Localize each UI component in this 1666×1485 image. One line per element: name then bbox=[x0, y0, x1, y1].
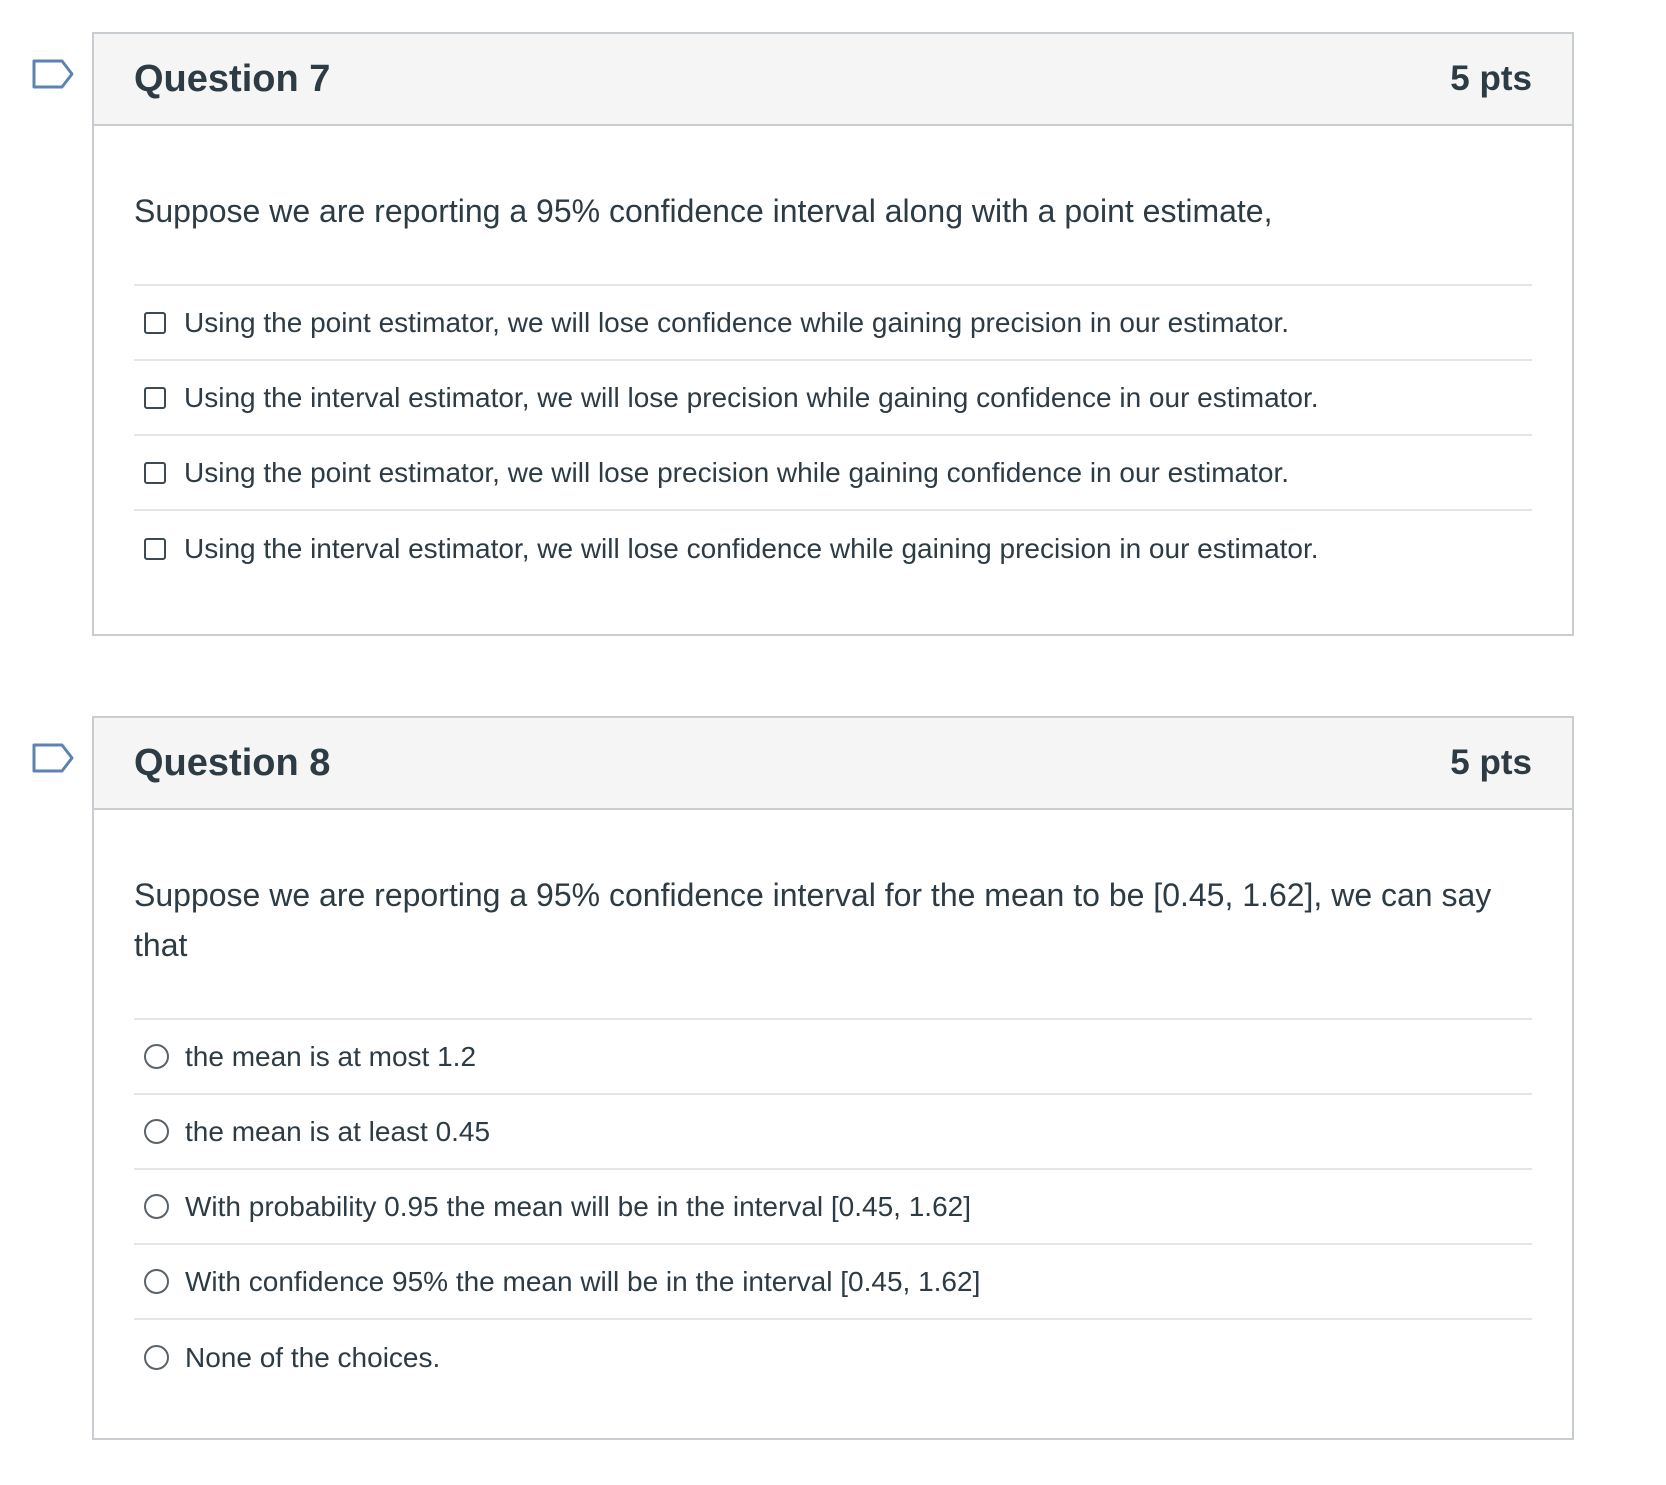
answer-label[interactable]: Using the point estimator, we will lose precision while gaining confidence in our estimator. bbox=[184, 456, 1290, 488]
answer-option[interactable] bbox=[134, 1020, 1532, 1095]
answer-label[interactable]: None of the choices. bbox=[185, 1341, 441, 1373]
answer-checkbox[interactable] bbox=[144, 312, 166, 334]
answer-radio[interactable] bbox=[144, 1119, 169, 1144]
question-7 bbox=[92, 32, 1574, 636]
question-body bbox=[94, 186, 1572, 586]
answer-label[interactable]: the mean is at least 0.45 bbox=[185, 1115, 491, 1147]
question-points: 5 pts bbox=[1450, 743, 1532, 782]
answer-label[interactable]: the mean is at most 1.2 bbox=[185, 1040, 477, 1072]
question-8 bbox=[92, 716, 1574, 1440]
flag-question-7-icon[interactable] bbox=[32, 59, 74, 89]
question-body bbox=[94, 870, 1572, 1395]
question-header bbox=[94, 718, 1572, 810]
answer-radio[interactable] bbox=[144, 1269, 169, 1294]
answer-radio[interactable] bbox=[144, 1345, 169, 1370]
answer-option[interactable] bbox=[134, 1245, 1532, 1320]
answer-option[interactable] bbox=[134, 1170, 1532, 1245]
question-text: Suppose we are reporting a 95% confidence interval for the mean to be [0.45, 1.62], we can say that bbox=[134, 877, 1492, 963]
question-text: Suppose we are reporting a 95% confidence interval along with a point estimate, bbox=[134, 193, 1273, 229]
answer-label[interactable]: With probability 0.95 the mean will be in the interval [0.45, 1.62] bbox=[185, 1190, 971, 1222]
answer-option[interactable] bbox=[134, 436, 1532, 511]
answer-option[interactable] bbox=[134, 1320, 1532, 1395]
answer-radio[interactable] bbox=[144, 1044, 169, 1069]
answer-label[interactable]: Using the interval estimator, we will lose precision while gaining confidence in our estimator. bbox=[184, 381, 1319, 413]
question-title: Question 8 bbox=[134, 741, 331, 784]
question-title: Question 7 bbox=[134, 57, 331, 100]
answer-checkbox[interactable] bbox=[144, 387, 166, 409]
answer-list bbox=[134, 1018, 1532, 1395]
answer-option[interactable] bbox=[134, 511, 1532, 586]
question-points: 5 pts bbox=[1450, 59, 1532, 98]
flag-question-8-icon[interactable] bbox=[32, 743, 74, 773]
answer-label[interactable]: Using the point estimator, we will lose confidence while gaining precision in our estimator. bbox=[184, 306, 1290, 338]
answer-option[interactable] bbox=[134, 1095, 1532, 1170]
question-header bbox=[94, 34, 1572, 126]
answer-label[interactable]: With confidence 95% the mean will be in the interval [0.45, 1.62] bbox=[185, 1265, 981, 1297]
answer-label[interactable]: Using the interval estimator, we will lose confidence while gaining precision in our estimator. bbox=[184, 532, 1319, 564]
answer-list bbox=[134, 284, 1532, 586]
answer-checkbox[interactable] bbox=[144, 462, 166, 484]
answer-option[interactable] bbox=[134, 361, 1532, 436]
answer-checkbox[interactable] bbox=[144, 538, 166, 560]
answer-radio[interactable] bbox=[144, 1194, 169, 1219]
answer-option[interactable] bbox=[134, 286, 1532, 361]
